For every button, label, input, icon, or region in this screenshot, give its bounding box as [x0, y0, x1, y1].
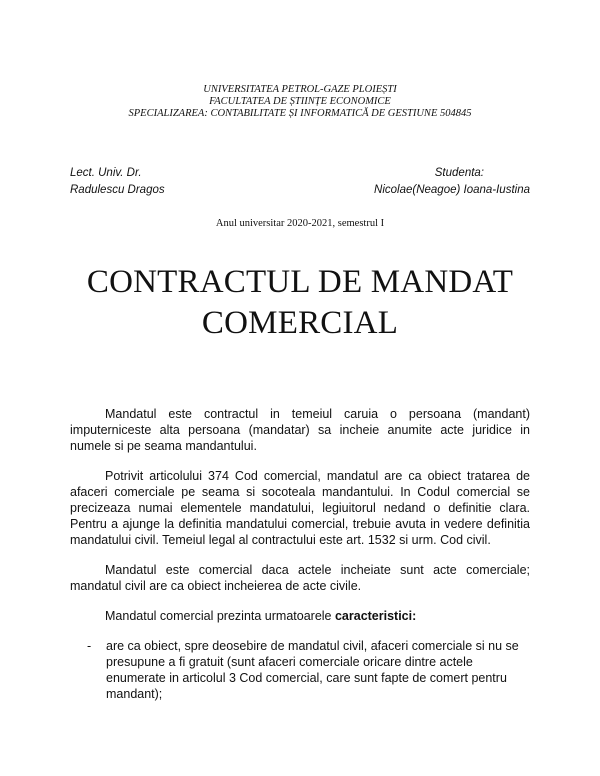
title-line-2: COMERCIAL	[201, 305, 399, 341]
list-item	[70, 638, 530, 702]
paragraph-commercial-vs-civil: Mandatul este comercial daca actele incheiate sunt acte comerciale; mandatul civil are ca obiect incheierea de acte civile.	[70, 563, 530, 593]
faculty-name: FACULTATEA DE ȘTIINȚE ECONOMICE	[209, 96, 391, 107]
student-name: Nicolae(Neagoe) Ioana-Iustina	[374, 184, 530, 196]
teacher-role: Lect. Univ. Dr.	[70, 167, 142, 179]
paragraph-characteristics-intro	[70, 608, 530, 624]
document-header	[0, 84, 600, 120]
paragraph-definition: Mandatul este contractul in temeiul caruia o persoana (mandant) imputerniceste alta persoana (mandatar) sa incheie anumite acte juridice in numele si pe seama mandantului.	[70, 407, 530, 453]
student-signature-block	[374, 165, 530, 199]
document-title	[0, 262, 600, 344]
paragraph-legal-basis: Potrivit articolului 374 Cod comercial, mandatul are ca obiect tratarea de afaceri comerciale pe seama si socoteala mandantului. In Codul comercial se precizeaza numai elementele mandatului, legiuitorul nedand o definitie clara. Pentru a ajunge la definitia mandatului comercial, trebuie avuta in vedere definitia mandatului civil. Temeiul legal al contractului este art. 1532 si urm. Cod civil.	[70, 469, 530, 547]
teacher-signature-block	[70, 165, 165, 199]
student-role: Studenta:	[434, 167, 484, 179]
teacher-name: Radulescu Dragos	[70, 184, 165, 196]
academic-year: Anul universitar 2020-2021, semestrul I	[215, 218, 385, 229]
characteristics-intro-text: Mandatul comercial prezinta urmatoarele	[105, 609, 335, 623]
specialization: SPECIALIZAREA: CONTABILITATE ȘI INFORMATICĂ DE GESTIUNE 504845	[128, 108, 472, 119]
university-name: UNIVERSITATEA PETROL-GAZE PLOIEȘTI	[203, 84, 397, 95]
document-body	[70, 406, 530, 702]
characteristics-heading: caracteristici:	[334, 609, 417, 623]
list-bullet: -	[87, 639, 92, 653]
title-line-1: CONTRACTUL DE MANDAT	[86, 264, 514, 300]
list-item-text: are ca obiect, spre deosebire de mandatul civil, afaceri comerciale si nu se presupune a fi gratuit (sunt afaceri comerciale oricare dintre actele enumerate in articolul 3 Cod comercial, care sunt fapte de comert pentru mandant);	[106, 639, 519, 701]
